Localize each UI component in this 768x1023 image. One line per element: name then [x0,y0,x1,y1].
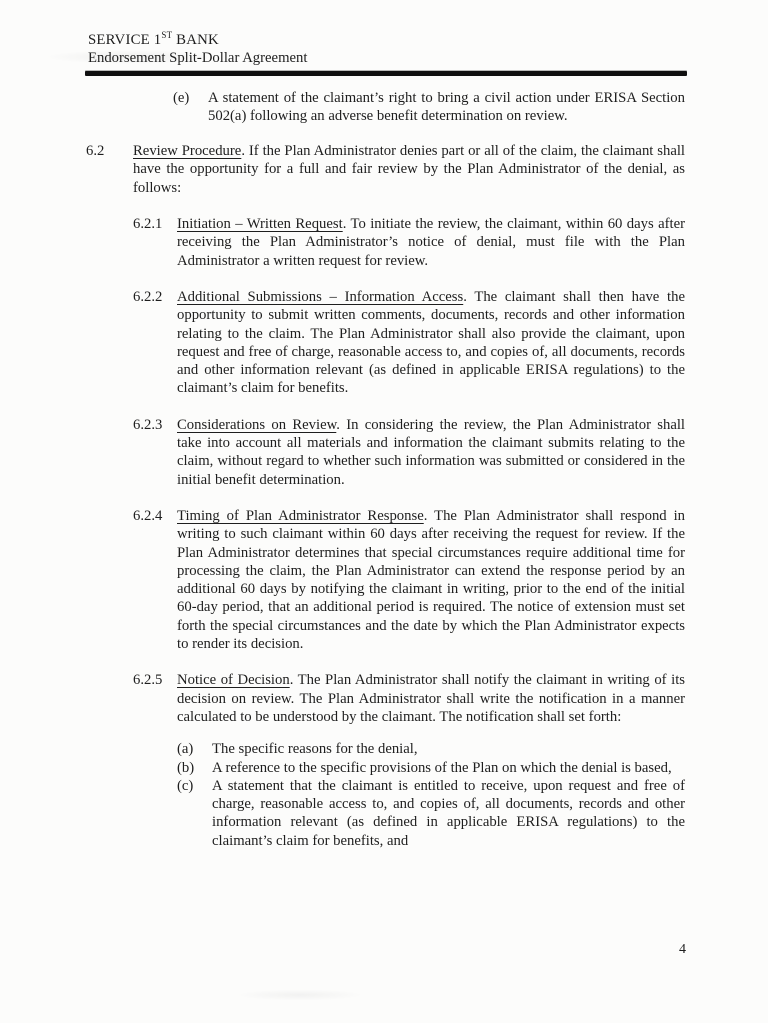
subsection-number: 6.2.2 [133,288,163,305]
subsection-text [177,416,685,489]
subsection-number: 6.2.3 [133,416,163,433]
list-item-label: (e) [173,89,190,106]
list-item-c [177,777,685,850]
section-number: 6.2 [86,143,105,160]
section-body: If the Plan Administrator denies part or all of the claim, the claimant shall have the opportunity for a full and fair review by the Plan Administrator of the denial, as follows: [133,143,686,196]
subsection-6-2-5 [133,671,685,726]
bank-name-superscript: ST [161,30,173,41]
subsection-body: The Plan Administrator shall respond in writing to such claimant within 60 days after receiving the request for review. If the Plan Administrator determines that special circumstances require additional time for processing the claim, the Plan Administrator can extend the response period by an additional 60 days by notifying the claimant in writing, prior to the end of the initial 60-day period, that an additional period is required. The notice of extension must set forth the special circumstances and the date by which the Plan Administrator expects to render its decision. [177,507,685,653]
list-item-label: (b) [177,759,195,776]
title-separator: . [463,288,467,305]
subsection-6-2-3 [133,416,685,489]
lettered-list [0,740,768,850]
document-header [0,0,768,76]
list-item-label: (c) [177,777,194,794]
subsection-body: The Plan Administrator shall notify the claimant in writing of its decision on review. The Plan Administrator shall write the notification in a manner calculated to be understood by the claimant. The notification shall set forth: [177,672,685,725]
title-separator: . [289,672,294,689]
subsection-title: Considerations on Review [177,416,337,433]
page-number: 4 [679,942,686,957]
bank-name-suffix: BANK [172,32,219,48]
subsection-text [177,215,685,270]
subsection-number: 6.2.4 [133,507,163,524]
subsection-number: 6.2.5 [133,672,163,689]
list-item-e [173,89,685,126]
list-item-text: A statement that the claimant is entitled to receive, upon request and free of charge, reasonable access to, and copies of, all documents, records and other information relevant (as defined in applicable ERISA regulations) to the claimant’s claim for benefits, and [212,777,685,849]
section-text [133,142,685,197]
bank-name-prefix: SERVICE 1 [88,32,162,48]
list-item-text: The specific reasons for the denial, [212,741,418,758]
subsection-body: The claimant shall then have the opportunity to submit written comments, documents, records and other information relating to the claim. The Plan Administrator shall also provide the claimant, upon request and free of charge, reasonable access to, and copies of, all documents, records and other information relevant (as defined in applicable ERISA regulations) to the claimant’s claim for benefits. [177,288,685,397]
subsection-number: 6.2.1 [133,216,163,233]
title-separator: . [423,507,428,524]
section-title: Review Procedure [133,143,242,160]
header-rule [85,71,687,76]
subsection-title: Timing of Plan Administrator Response [177,507,424,524]
subsection-6-2-1 [133,215,685,270]
subsection-text [177,671,685,726]
subsection-title: Initiation – Written Request [177,216,343,233]
subsection-6-2-4 [133,507,685,653]
subsection-body: In considering the review, the Plan Administrator shall take into account all materials and information the claimant submits relating to the claim, without regard to whether such information was submitted or considered in the initial benefit determination. [177,416,686,488]
section-6-2 [86,142,685,197]
list-item-b [177,759,685,777]
title-separator: . [241,143,245,160]
subsection-6-2-2 [133,288,685,398]
subsection-text [177,507,685,653]
title-separator: . [336,416,340,433]
list-item-text: A reference to the specific provisions of the Plan on which the denial is based, [212,759,672,776]
list-item-text: A statement of the claimant’s right to bring a civil action under ERISA Section 502(a) following an adverse benefit determination on review. [208,89,685,124]
title-separator: . [342,216,347,233]
list-item-label: (a) [177,741,194,758]
subsection-text [177,288,685,398]
subsection-title: Notice of Decision [177,672,290,689]
bank-name [88,31,768,49]
subsection-body: To initiate the review, the claimant, within 60 days after receiving the Plan Administrator’s notice of denial, must file with the Plan Administrator a written request for review. [177,216,685,269]
document-subtitle: Endorsement Split-Dollar Agreement [88,50,308,67]
list-item-a [177,740,685,758]
subsection-title: Additional Submissions – Information Access [177,288,464,305]
